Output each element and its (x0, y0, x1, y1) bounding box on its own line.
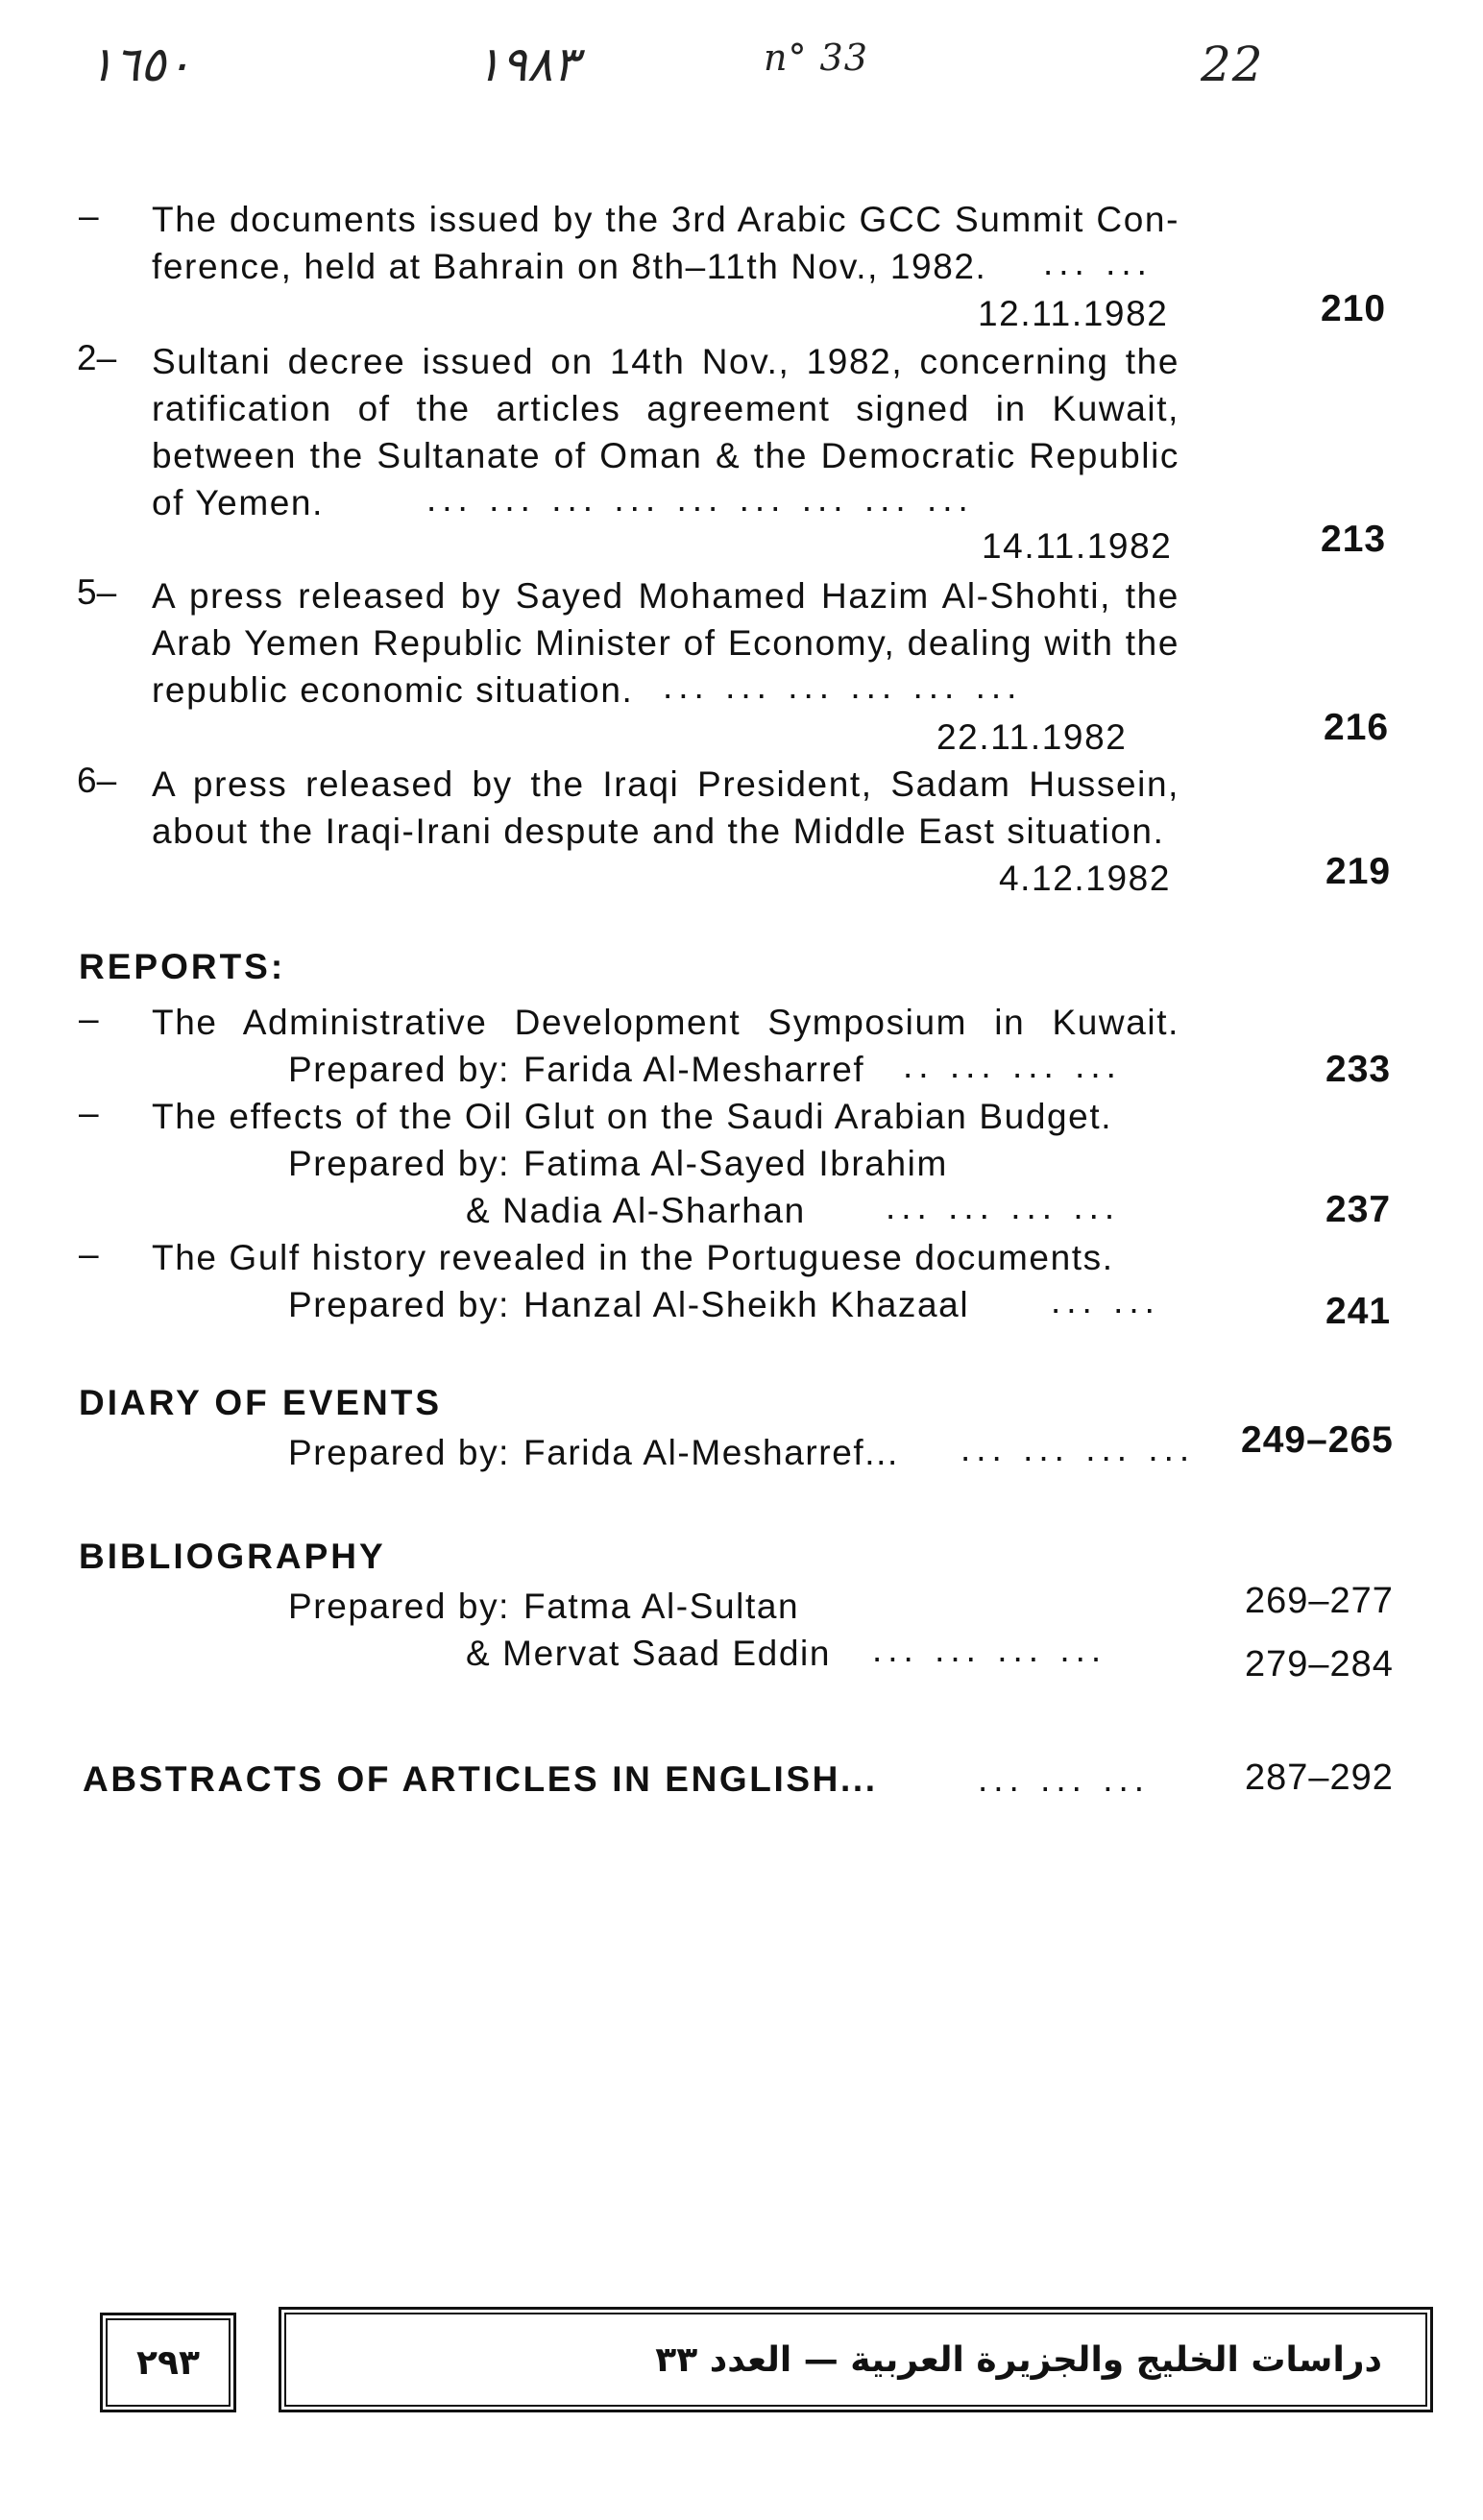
handwritten-note-4: 22 (1201, 36, 1264, 92)
prepared-by-second: & Nadia Al-Sharhan (466, 1191, 806, 1230)
entry-date: 12.11.1982 (978, 294, 1169, 333)
prepared-by: Farida Al-Mesharref... (523, 1433, 899, 1472)
entry-page-number: 237 (1325, 1189, 1392, 1230)
entry-marker: – (79, 999, 99, 1038)
entry-line: republic economic situation. (152, 670, 634, 710)
footer-page-number: ٢٩٣ (136, 2342, 200, 2383)
bibliography-pages-2: 279–284 (1245, 1644, 1394, 1684)
handwritten-note-2: ١٩٨٣ (475, 36, 579, 92)
bibliography-heading: BIBLIOGRAPHY (79, 1537, 386, 1576)
footer-journal-box (279, 2307, 1433, 2412)
report-title: The Administrative Development Symposium in Kuwait. (152, 1003, 1179, 1042)
abstracts-heading: ABSTRACTS OF ARTICLES IN ENGLISH... (83, 1759, 878, 1799)
prepared-label: Prepared by: (288, 1285, 511, 1324)
entry-marker: – (79, 196, 99, 235)
entry-line: about the Iraqi-Irani despute and the Middle East situation. (152, 812, 1165, 851)
entry-marker: 2– (77, 338, 117, 377)
entry-line: Arab Yemen Republic Minister of Economy, dealing with the (152, 623, 1179, 663)
leader-dots: ... ... ... ... (872, 1630, 1107, 1669)
entry-marker: 5– (77, 572, 117, 612)
leader-dots: ... ... (1051, 1281, 1160, 1321)
prepared-by: Farida Al-Mesharref (523, 1050, 865, 1089)
bibliography-pages-1: 269–277 (1245, 1581, 1394, 1621)
entry-marker: 6– (77, 761, 117, 800)
entry-line: The documents issued by the 3rd Arabic GCC Summit Con- (152, 200, 1179, 239)
prepared-by: Fatima Al-Sayed Ibrahim (523, 1144, 948, 1183)
diary-pages: 249–265 (1241, 1419, 1394, 1461)
entry-line: ratification of the articles agreement signed in Kuwait, (152, 389, 1179, 428)
diary-heading: DIARY OF EVENTS (79, 1383, 443, 1422)
entry-line: of Yemen. (152, 483, 324, 522)
leader-dots: .. ... ... ... (903, 1046, 1122, 1085)
reports-heading: REPORTS: (79, 947, 286, 986)
leader-dots: ... ... ... ... ... ... ... ... ... (426, 479, 974, 519)
prepared-label: Prepared by: (288, 1587, 511, 1626)
leader-dots: ... ... (1043, 243, 1153, 282)
entry-marker: – (79, 1234, 99, 1273)
entry-page-number: 233 (1325, 1049, 1392, 1090)
handwritten-note-3: n° 33 (764, 36, 868, 79)
leader-dots: ... ... ... ... (960, 1429, 1196, 1468)
leader-dots: ... ... ... ... ... ... (663, 666, 1023, 706)
report-title: The Gulf history revealed in the Portuguese documents. (152, 1238, 1114, 1277)
entry-date: 22.11.1982 (936, 717, 1128, 757)
footer-journal-title: دراسات الخليج والجزيرة العربية — العدد ٣٣ (655, 2339, 1382, 2380)
handwritten-note-1: ١٦٥٠ (88, 36, 192, 92)
entry-page-number: 241 (1325, 1291, 1392, 1332)
abstracts-pages: 287–292 (1245, 1757, 1394, 1798)
entry-page-number: 219 (1325, 851, 1392, 892)
entry-marker: – (79, 1093, 99, 1132)
prepared-by: Fatma Al-Sultan (523, 1587, 800, 1626)
entry-date: 4.12.1982 (999, 859, 1172, 898)
entry-line: Sultani decree issued on 14th Nov., 1982, concerning the (152, 342, 1179, 381)
prepared-by-second: & Mervat Saad Eddin (466, 1634, 832, 1673)
leader-dots: ... ... ... ... (886, 1187, 1121, 1226)
leader-dots: ... ... ... (978, 1759, 1151, 1799)
entry-page-number: 213 (1321, 519, 1387, 560)
prepared-label: Prepared by: (288, 1050, 511, 1089)
entry-line: A press released by the Iraqi President, Sadam Hussein, (152, 764, 1179, 804)
entry-date: 14.11.1982 (982, 526, 1173, 566)
entry-line: A press released by Sayed Mohamed Hazim Al-Shohti, the (152, 576, 1179, 616)
prepared-by: Hanzal Al-Sheikh Khazaal (523, 1285, 970, 1324)
entry-page-number: 210 (1321, 288, 1387, 329)
entry-page-number: 216 (1324, 707, 1390, 748)
entry-line: between the Sultanate of Oman & the Democratic Republic (152, 436, 1179, 475)
report-title: The effects of the Oil Glut on the Saudi Arabian Budget. (152, 1097, 1113, 1136)
prepared-label: Prepared by: (288, 1433, 511, 1472)
entry-line: ference, held at Bahrain on 8th–11th Nov., 1982. (152, 247, 987, 286)
prepared-label: Prepared by: (288, 1144, 511, 1183)
footer-page-number-box (100, 2313, 236, 2412)
